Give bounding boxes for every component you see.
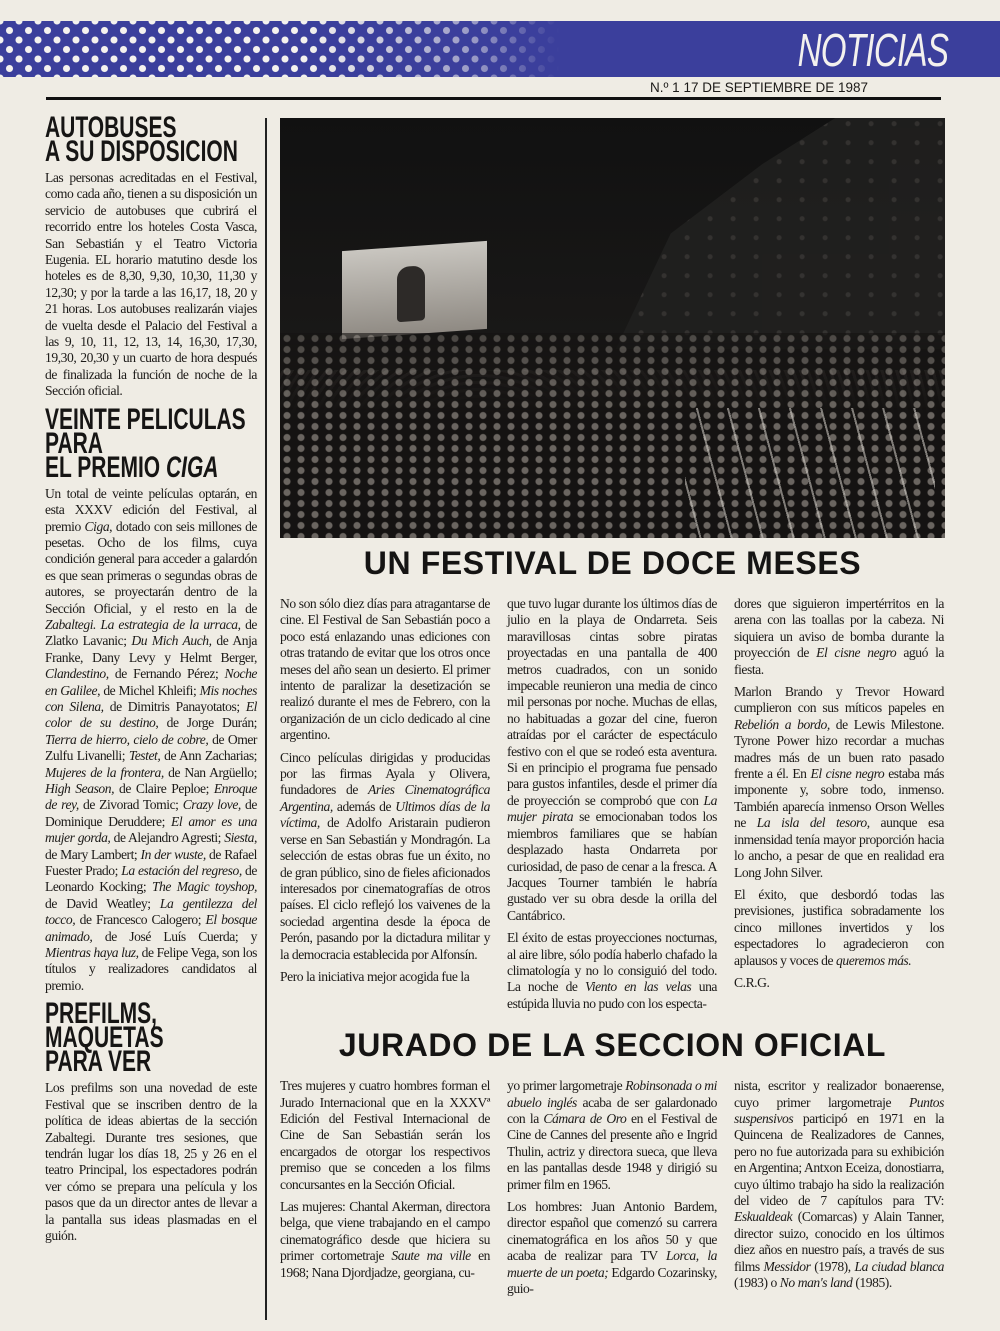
text-run: , aunque esa inmensidad tenía mayor proporción hacia lo ancho, a pesar de que en realidad era Long John Silver.	[734, 815, 944, 880]
italic-text: La gentilezza del tocco,	[45, 895, 257, 928]
festival-column-2	[507, 596, 717, 1018]
text-run: de Omer Zulfu Livanelli;	[45, 731, 257, 764]
text-run: Cinco películas dirigidas y producidas por las firmas Ayala y Olivera, fundadores de	[280, 749, 490, 798]
italic-text: Mujeres de la frontera,	[45, 764, 164, 780]
text-run: una estúpida lluvia no pudo con los especta-	[507, 979, 718, 1011]
text-run: que tuvo lugar durante los últimos días de julio en la playa de Ondarreta. Seis maravillosas cintas sobre piratas proyectadas en una pantalla de 400 metros cuadrados, con un sonido impecable reunieron una media de cinco mil personas por noche. Muchas de ellas, no habituadas a gozar del cine, fueron atraídas por el carácter de espectáculo festivo con el que se rodeó esta aventura. Si en principio el programa fue pensado para gustos infantiles, desde el primer día de proyección se comprobó que con	[507, 596, 717, 808]
italic-text: El amor es una mujer gorda,	[45, 813, 257, 846]
paragraph	[45, 170, 257, 400]
text-run: Un total de veinte películas optarán, en esta XXXV edición del Festival, al premio	[45, 485, 257, 534]
festival-column-1	[280, 596, 490, 991]
italic-text: El bosque animado,	[45, 912, 257, 944]
festival-columns	[280, 596, 945, 1018]
sidebar-article	[45, 997, 257, 1244]
heading-text: AUTOBUSES	[45, 111, 177, 144]
text-run: No son sólo diez días para atragantarse de cine. El Festival de San Sebastián poco a poco está enlazando unas ediciones con otras tratando de evitar que los otros once meses del año sean un desierto. El primer intento de paralizar la desetización se realizó durante el mes de Febrero, con la organización de un ciclo dedicado al cine argentino.	[280, 596, 490, 743]
paragraph	[734, 596, 944, 678]
text-run: El éxito, que desbordó todas las previsiones, justifica sobradamente los cinco millones invertidos y los espectadores lo agradecieron con aplausos y voces de	[734, 886, 944, 968]
italic-text: Mientras haya luz,	[45, 945, 139, 961]
heading-italic: CIGA	[165, 450, 219, 484]
paragraph	[280, 969, 490, 985]
text-run: , dotado con seis millones de pesetas. Ocho de los films, cuya condición general para acceder a galardón es que sean primeras o segundas obras de autores, se proyectarán dentro de la Sección Oficial, y el resto en la de	[45, 518, 257, 616]
text-run: aguó la fiesta.	[734, 645, 944, 677]
sidebar-heading	[45, 402, 257, 484]
sidebar-body	[45, 486, 257, 995]
italic-text: Saute ma ville	[391, 1248, 471, 1264]
masthead-banner	[0, 21, 1000, 77]
italic-text: Du Mich Auch,	[131, 633, 212, 649]
header-rule	[46, 97, 941, 100]
paragraph	[45, 486, 257, 995]
text-run: (Comarcas) y Alain Tanner, director suizo, conocido en los últimos diez años en nuestro país, a través de sus films	[734, 1209, 944, 1274]
text-run: Las personas acreditadas en el Festival, como cada año, tienen a su disposición un servicio de autobuses que cubrirá el recorrido entre los hoteles Costa Vasca, San Sebastián y el Teatro Victoria Eugenia. EL horario matutino desde los hoteles es de 8,30, 9,30, 10,30, 11,30 y 12,30; y por la tarde a las 16,17, 18, 20 y 21 horas. Los autobuses realizarán viajes de vuelta desde el Palacio del Festival a las 9, 10, 11, 12, 13, 14, 16,30, 17,30, 19,30, 20,30 y un cuarto de hora después de finalizada la función de noche de la Sección oficial.	[45, 170, 257, 399]
text-run: de Dominique Deruddere;	[45, 797, 257, 829]
jurado-article	[280, 1026, 945, 1303]
heading-text: PREFILMS,	[45, 997, 158, 1031]
text-run: en 1968; Nana Djordjadze, georgiana, cu-	[280, 1248, 490, 1280]
text-run: (1985).	[852, 1275, 892, 1291]
italic-text: La isla del tesoro	[756, 815, 867, 831]
italic-text: Robinsonada o mi abuelo inglés	[507, 1078, 717, 1110]
sidebar-article	[45, 402, 258, 995]
italic-text: Enroque de rey,	[45, 781, 257, 813]
paragraph	[734, 684, 944, 881]
italic-text: No man's land	[779, 1275, 853, 1291]
festival-photo-outdoor-cinema	[280, 118, 945, 538]
text-run: estaba más imponente y, sobre todo, inmenso. También aparecía inmenso Orson Welles ne	[734, 766, 944, 831]
festival-headline: UN FESTIVAL DE DOCE MESES	[363, 545, 862, 581]
text-run: de Claire Peploe;	[114, 781, 214, 796]
paragraph	[280, 750, 490, 963]
text-run: Edgardo Cozarinsky, guio-	[507, 1264, 717, 1297]
italic-text: Tierra de hierro, cielo de cobre,	[45, 731, 209, 747]
text-run: , de Zlatko Lavanic;	[45, 616, 257, 649]
text-run: (1983) o	[734, 1275, 780, 1291]
text-run: de Zivorad Tomic;	[78, 797, 183, 813]
masthead-title: NOTICIAS	[797, 24, 948, 76]
paragraph	[507, 1078, 717, 1193]
halftone-dots	[0, 21, 560, 77]
photo-cinema-screen	[342, 241, 487, 339]
italic-text: Ciga	[84, 518, 110, 534]
jurado-columns	[280, 1078, 945, 1303]
text-run: Las mujeres: Chantal Akerman, directora belga, que viene trabajando en el campo cinematográfico desde que hiciera su primer cortometraje	[280, 1199, 490, 1264]
jurado-column-1	[280, 1078, 490, 1287]
text-run: Los prefilms son una novedad de este Festival que se inscriben dentro de la política de ideas abiertas de la sección Zabaltegi. Durante tres sesiones, que tendrán lugar los días 18, 25 y 26 en el teatro Principal, los espectadores podrán ver cómo se prepara una película y los pasos que da un director antes de llevar a la pantalla sus ideas plasmadas en el guión.	[45, 1080, 257, 1243]
text-run: , de Michel Khleifi;	[97, 682, 200, 698]
paragraph	[734, 1078, 944, 1291]
text-run: de Anja Franke, Dany Levy y Helmt Berger,	[45, 633, 258, 665]
paragraph	[280, 596, 490, 744]
text-run: (1978),	[810, 1258, 855, 1274]
sidebar-article	[45, 111, 257, 400]
text-run: de Fernando Pérez;	[108, 666, 225, 682]
text-run: participó en 1971 en la Quincena de Realizadores de Cannes, pero no fue autorizada para su exhibición en Argentina; Antxon Eceiza, donostiarra, cuyo último trabajo ha sido la realización del video de 7 capítulos para TV:	[734, 1110, 944, 1208]
heading-text: PARA	[45, 426, 103, 460]
paragraph	[280, 1078, 490, 1193]
column-divider	[265, 118, 267, 1320]
sidebar-body	[45, 170, 257, 400]
text-run: de Alejandro Agresti;	[110, 830, 225, 846]
paragraph	[507, 596, 717, 924]
text-run: , de Jorge Durán;	[155, 715, 257, 731]
photo-chairs	[685, 408, 935, 538]
italic-text: Cámara de Oro	[543, 1110, 627, 1126]
text-run: de Adolfo Aristarain pudieron verse en San Sebastián y Mondragón. La selección de estas obras fue un éxito, no de gran público, sino de fieles aficionados interesados por cinematografías de otros países. El ciclo reflejó los vaivenes de la sociedad argentina desde la época de Perón, pasando por la dictadura militar y la democracia establecida por Alfonsín.	[280, 815, 490, 962]
text-run: de Francesco Calogero;	[75, 912, 206, 928]
jurado-column-2	[507, 1078, 717, 1303]
italic-text: Eskualdeak	[734, 1209, 793, 1225]
jurado-headline: JURADO DE LA SECCION OFICIAL	[338, 1027, 887, 1064]
text-run: C.R.G.	[734, 974, 770, 990]
festival-article	[280, 544, 945, 1018]
paragraph	[734, 887, 944, 969]
text-run: Pero la iniciativa mejor acogida fue la	[280, 968, 470, 984]
text-run: se emocionaban todos los miembros familiares que se habían desplazado hasta Ondarreta por curiosidad, de paso de cenar a la fresca. A Jacques Tourner también le habría gustado ver su obra desde la orilla del Cantábrico.	[507, 809, 717, 923]
italic-text: La mujer pirata	[507, 792, 717, 825]
text-run: El éxito de estas proyecciones nocturnas, al aire libre, sólo podía haberlo chafado la climatología y no lo consiguió del todo. La noche de	[507, 930, 717, 995]
italic-text: Puntos suspensivos	[734, 1094, 944, 1126]
italic-text: queremos más.	[836, 952, 912, 968]
italic-text: La estación del regreso,	[121, 863, 242, 879]
text-run: de Dimitris Panayotatos;	[103, 698, 246, 714]
heading-line	[45, 135, 257, 168]
jurado-column-3	[734, 1078, 944, 1297]
text-run: yo primer largometraje	[507, 1078, 626, 1094]
italic-text: Viento en las velas	[584, 979, 692, 995]
text-run: Marlon Brando y Trevor Howard cumplieron con sus míticos papeles en	[734, 684, 944, 716]
italic-text: Aries Cinematográfica Argentina,	[280, 782, 490, 814]
text-run: de Felipe Vega, son los títulos y realizadores candidatos al premio.	[45, 945, 258, 993]
paragraph	[45, 1080, 257, 1244]
text-run: además de	[332, 798, 396, 814]
heading-text: VEINTE PELICULAS	[45, 402, 246, 436]
sidebar-body	[45, 1080, 257, 1244]
paragraph	[507, 930, 717, 1012]
italic-text: El cisne negro	[816, 645, 897, 661]
text-run: de Leonardo Kocking;	[45, 863, 257, 895]
text-run: de Rafael Fuester Prado;	[45, 846, 257, 879]
text-run: dores que siguieron impertérritos en la arena con las toallas por la cabeza. Ni siquiera un aviso de bomba durante la proyección de	[734, 596, 944, 661]
italic-text: Lorca, la muerte de un poeta;	[507, 1248, 717, 1280]
italic-text: The Magic toyshop,	[151, 879, 257, 895]
paragraph	[280, 1199, 490, 1281]
italic-text: El color de su destino	[45, 698, 257, 731]
heading-text: MAQUETAS	[45, 1021, 164, 1055]
italic-text: Testet,	[128, 748, 161, 764]
italic-text: Siesta	[224, 830, 255, 846]
italic-text: Mis noches con Silena,	[45, 682, 257, 714]
text-run: Los hombres: Juan Antonio Bardem, director español que comenzó su carrera cinematográfica en los años 50 y que acaba de realizar para TV	[507, 1199, 717, 1264]
heading-text: A SU DISPOSICION	[45, 135, 238, 168]
text-run: de Nan Argüello;	[163, 764, 257, 780]
text-run: de Lewis Milestone. Tyrone Power hizo recordar a muchas madres más de un buen rato pasado frente a él. En	[734, 716, 945, 782]
italic-text: Zabaltegi. La estrategia de la urraca	[45, 616, 238, 632]
paragraph	[734, 975, 944, 991]
italic-text: In der wuste,	[140, 846, 206, 862]
italic-text: Messidor	[763, 1258, 811, 1274]
italic-text: La ciudad blanca	[854, 1258, 945, 1274]
heading-text	[45, 450, 219, 484]
text-run: nista, escritor y realizador bonaerense, cuyo primer largometraje	[734, 1078, 944, 1110]
italic-text: High Season,	[45, 781, 115, 796]
heading-text: PARA VER	[45, 1045, 152, 1079]
italic-text: Rebelión a bordo,	[734, 716, 830, 732]
issue-date-line: N.º 1 17 DE SEPTIEMBRE DE 1987	[650, 80, 869, 95]
sidebar-column	[45, 111, 258, 1252]
text-run: acaba de ser galardonado con la	[507, 1094, 717, 1126]
heading-line	[45, 450, 257, 484]
heading-line	[45, 1045, 257, 1079]
text-run: de Ann Zacharias;	[160, 748, 257, 764]
heading-prefix: EL PREMIO	[45, 450, 166, 484]
text-run: de David Weatley;	[45, 895, 160, 911]
festival-column-3	[734, 596, 944, 997]
italic-text: Crazy love,	[182, 797, 241, 813]
text-run: en el Festival de Cine de Cannes del presente año e Ingrid Thulin, actriz y directora sueca, que lleva en las pantallas desde 1948 y dirigió su primer film en 1965.	[507, 1110, 717, 1192]
italic-text: Ultimos días de la víctima,	[280, 798, 491, 831]
italic-text: Clandestino,	[45, 666, 109, 682]
italic-text: Noche en Galilee	[45, 666, 257, 698]
text-run: , de Mary Lambert;	[45, 830, 257, 862]
main-articles	[280, 544, 945, 1303]
text-run: Tres mujeres y cuatro hombres forman el Jurado Internacional que en la XXXVª Edición del Festival Internacional de Cine de San Sebastián serán los encargados de otorgar los respectivos premiso que se conceden a los films concursantes en la Sección Oficial.	[280, 1078, 490, 1192]
paragraph	[507, 1199, 717, 1297]
sidebar-heading	[45, 111, 257, 168]
text-run: de José Luís Cuerda; y	[92, 928, 257, 944]
sidebar-heading	[45, 997, 257, 1079]
italic-text: El cisne negro	[810, 766, 885, 782]
